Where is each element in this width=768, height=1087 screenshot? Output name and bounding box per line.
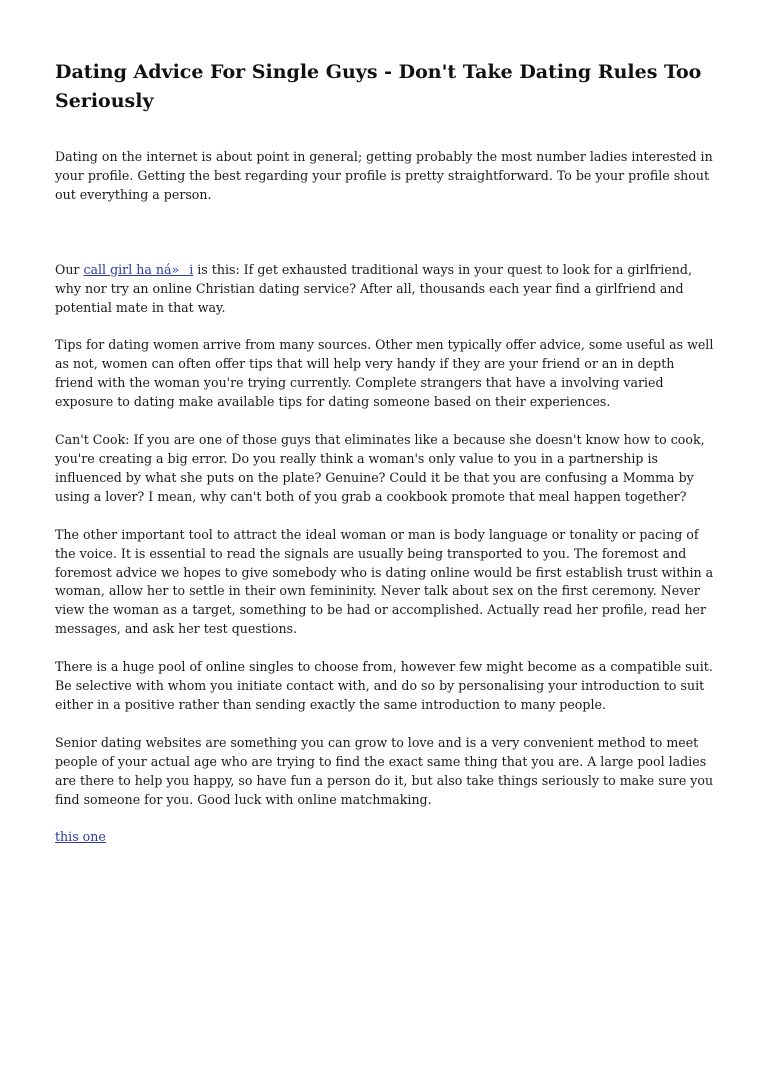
paragraph-2-rest: is this: If get exhausted traditional ways in your quest to look for a girlfriend, why nor try an online Christian dating service? After all, thousands each year find a girlfriend and potential mate in that way.: [55, 261, 692, 315]
paragraph-2-lead: Our: [55, 261, 84, 277]
intro-paragraph: Dating on the internet is about point in general; getting probably the most number ladies interested in your profile. Getting the best regarding your profile is pretty straightforward. To be your profile shout out everything a person.: [55, 149, 713, 202]
final-link-paragraph: [55, 828, 715, 847]
document-page: [55, 58, 715, 866]
paragraph-6: There is a huge pool of online singles to choose from, however few might become as a compatible suit. Be selective with whom you initiate contact with, and do so by personalising your introduction to suit either in a positive rather than sending exactly the same introduction to many people.: [55, 659, 713, 712]
paragraph-3: Tips for dating women arrive from many sources. Other men typically offer advice, some useful as well as not, women can often offer tips that will help very handy if they are your friend or an in depth friend with the woman you're trying currently. Complete strangers that have a involving varied exposure to dating make available tips for dating someone based on their experiences.: [55, 337, 714, 410]
paragraph-2: [55, 261, 715, 318]
document-title: Dating Advice For Single Guys - Don't Take Dating Rules Too Seriously: [55, 61, 702, 112]
paragraph-spacer: [55, 224, 715, 261]
paragraph-4: Can't Cook: If you are one of those guys that eliminates like a because she doesn't know how to cook, you're creating a big error. Do you really think a woman's only value to you in a partnership is influenced by what she puts on the plate? Genuine? Could it be that you are confusing a Momma by using a lover? I mean, why can't both of you grab a cookbook promote that meal happen together?: [55, 432, 705, 504]
call-girl-link[interactable]: call girl ha ná»i: [83, 261, 194, 277]
paragraph-7: Senior dating websites are something you can grow to love and is a very convenient method to meet people of your actual age who are trying to find the exact same thing that you are. A large pool ladies are there to help you happy, so have fun a person do it, but also take things seriously to make sure you find someone for you. Good luck with online matchmaking.: [55, 734, 714, 807]
this-one-link[interactable]: this one: [55, 829, 106, 845]
paragraph-5: The other important tool to attract the ideal woman or man is body language or tonality or pacing of the voice. It is essential to read the signals are usually being transported to you. The foremost and foremost advice we hopes to give somebody who is dating online would be first establish trust within a woman, allow her to settle in their own femininity. Never talk about sex on the first ceremony. Never view the woman as a target, something to be had or accomplished. Actually read her profile, read her messages, and ask her test questions.: [55, 526, 714, 637]
